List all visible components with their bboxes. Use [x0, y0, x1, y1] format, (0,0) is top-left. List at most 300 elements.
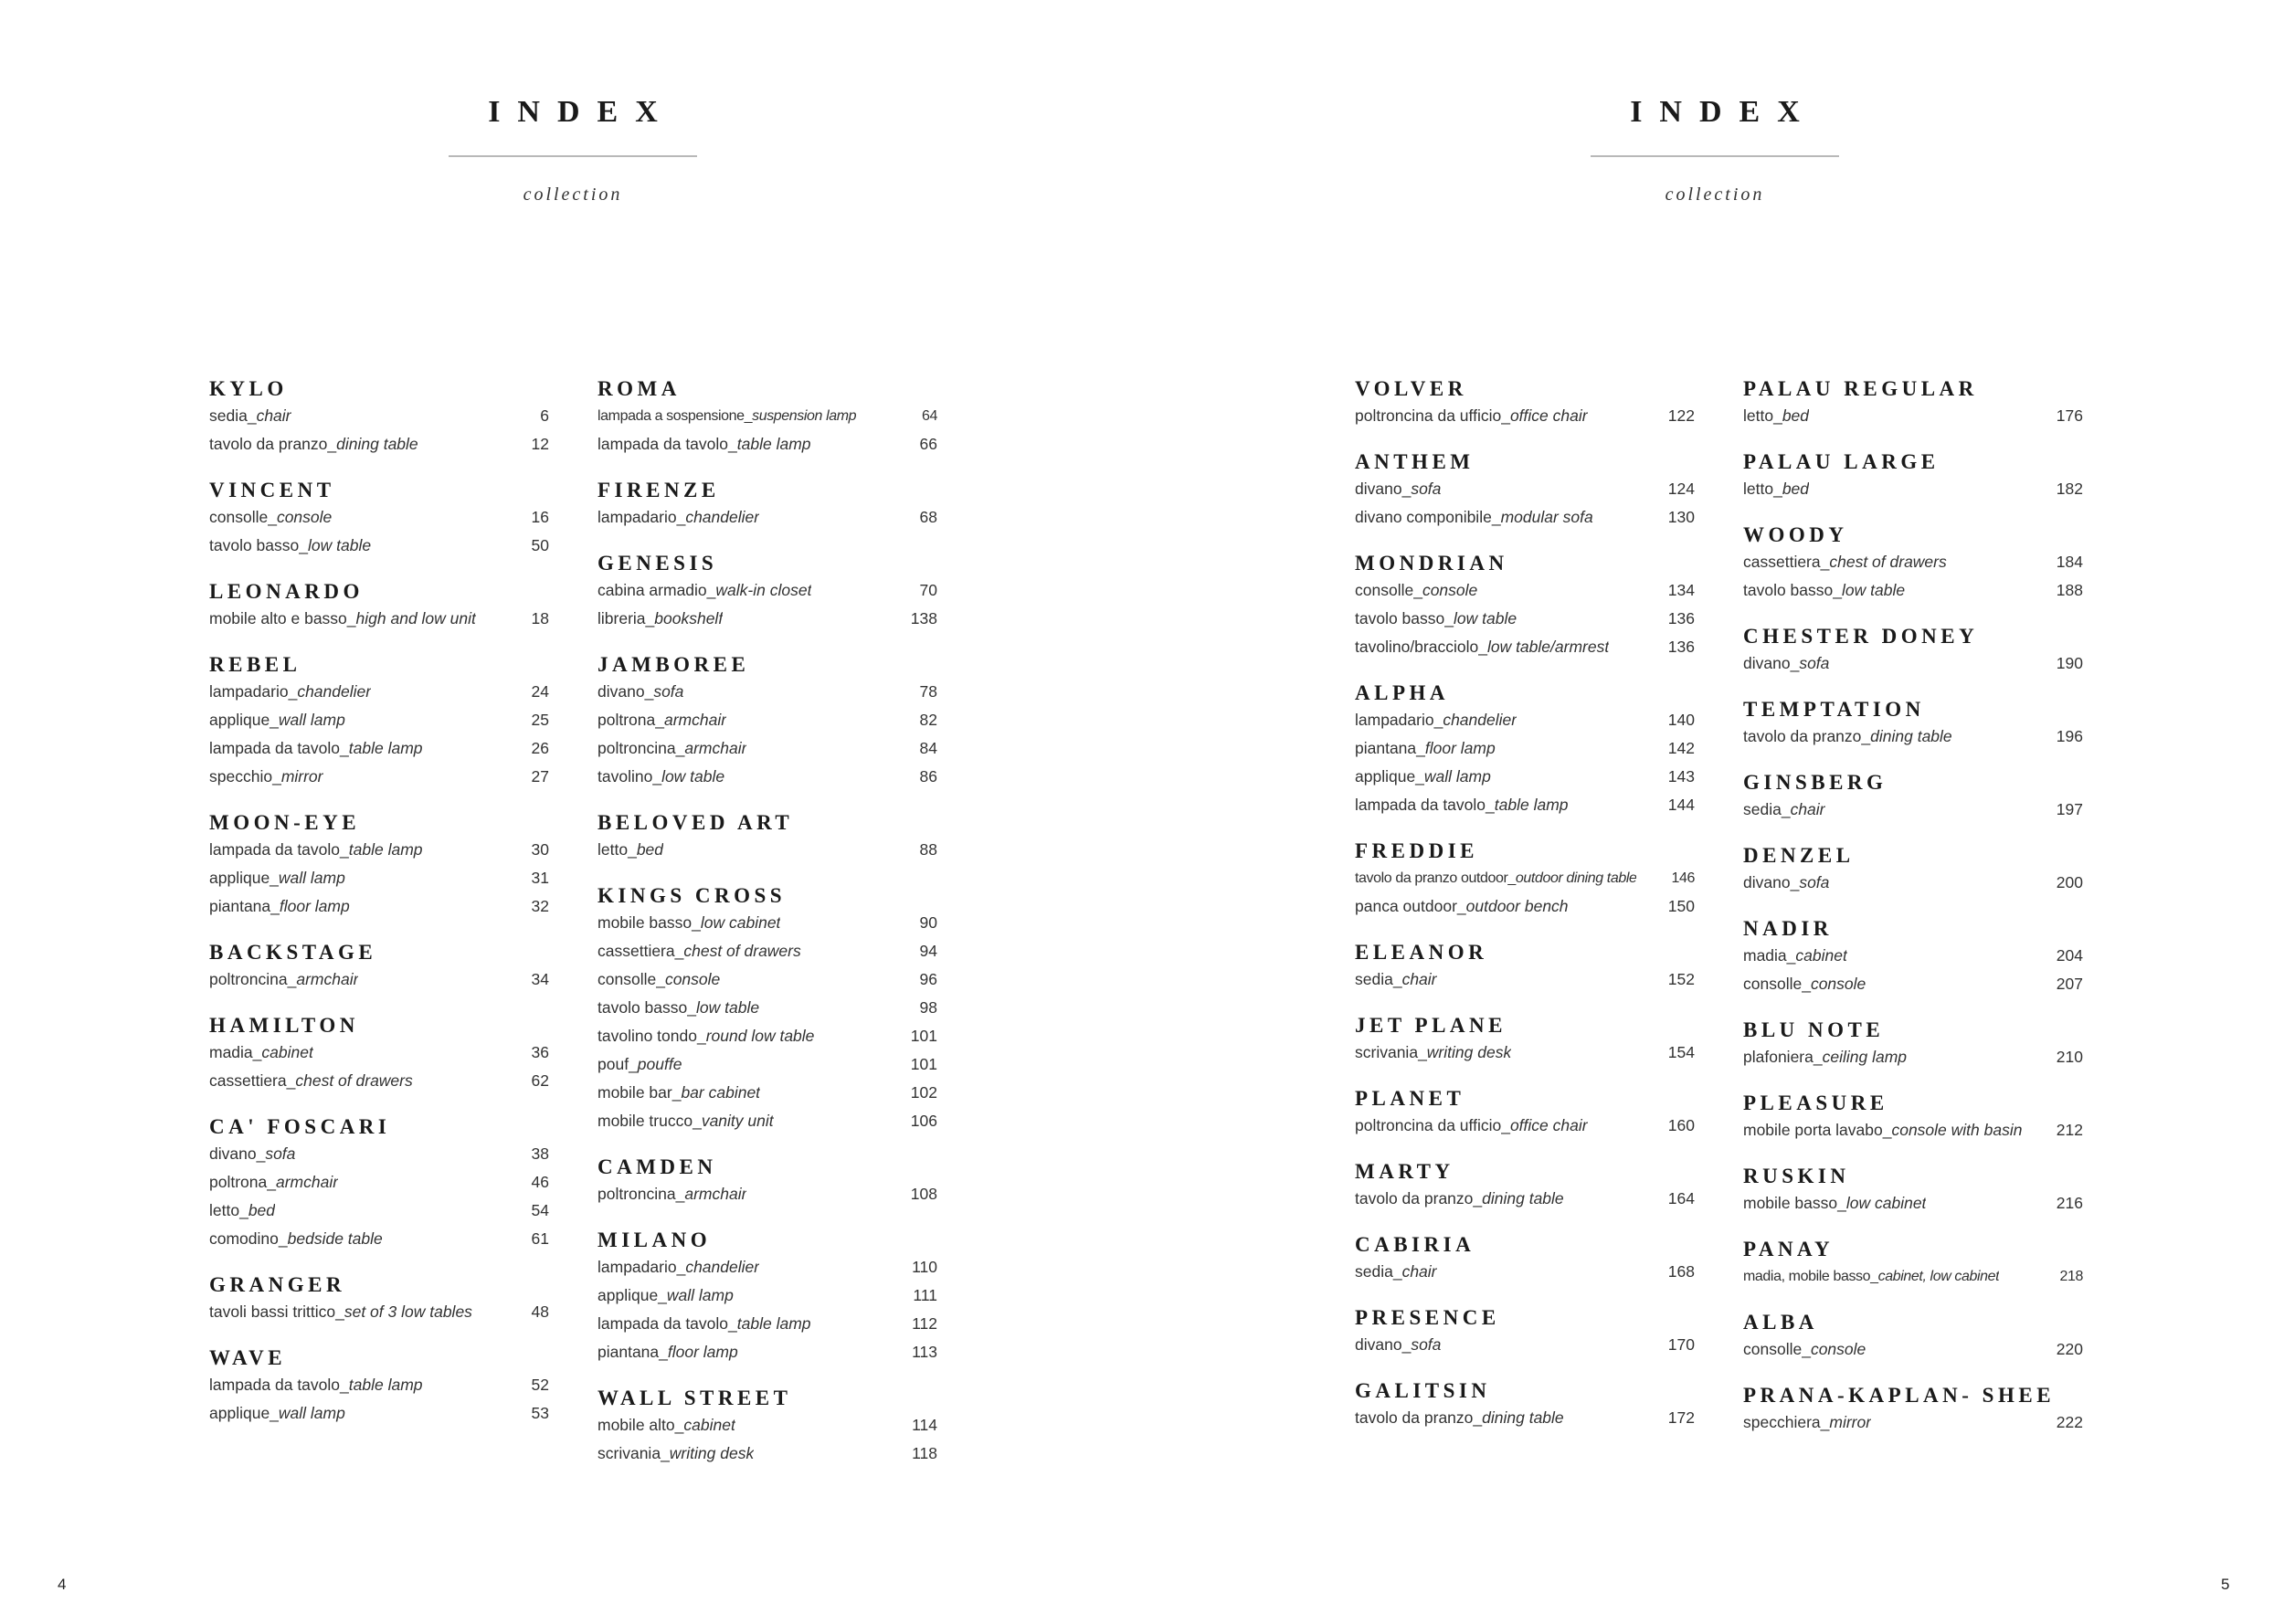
collection-group — [1743, 1091, 2083, 1144]
item-name-en: walk-in closet — [715, 581, 812, 599]
collection-name: LEONARDO — [209, 580, 364, 603]
right-page — [1142, 0, 2284, 1624]
item-separator: _ — [1433, 711, 1443, 729]
collection-group — [1355, 680, 1695, 819]
item-separator: _ — [1861, 727, 1871, 745]
index-entry — [597, 836, 937, 864]
item-page-number: 210 — [2056, 1048, 2083, 1066]
collection-name: JAMBOREE — [597, 653, 750, 676]
item-name-en: bed — [1782, 480, 1810, 498]
item-name-it: piantana — [597, 1343, 660, 1361]
item-name-en: floor lamp — [667, 1343, 738, 1361]
item-page-number: 216 — [2056, 1194, 2083, 1212]
item-description — [1355, 892, 1569, 921]
item-separator: _ — [1773, 406, 1782, 425]
index-entry — [209, 763, 549, 791]
collection-group — [597, 883, 937, 1135]
item-name-it: tavolo basso — [1743, 581, 1834, 599]
index-entry — [1743, 1043, 2083, 1071]
item-name-it: tavolo da pranzo — [209, 435, 328, 453]
item-page-number: 114 — [912, 1416, 937, 1434]
item-page-number: 164 — [1667, 1189, 1695, 1207]
item-name-it: sedia — [1743, 800, 1782, 818]
item-description — [597, 1050, 682, 1079]
item-description — [1355, 965, 1437, 994]
collection-group — [209, 652, 549, 791]
index-entry — [209, 734, 549, 763]
item-name-en: cabinet, low cabinet — [1877, 1269, 2000, 1284]
collection-name: REBEL — [209, 653, 301, 676]
item-name-it: consolle — [1355, 581, 1414, 599]
item-description — [209, 532, 371, 560]
item-page-number: 143 — [1667, 767, 1695, 786]
item-name-it: madia, mobile basso — [1743, 1269, 1871, 1284]
item-separator: _ — [661, 1444, 670, 1462]
index-entry — [597, 937, 937, 965]
item-name-it: divano componibile — [1355, 508, 1492, 526]
collection-name: MARTY — [1355, 1160, 1454, 1183]
collection-name: DENZEL — [1743, 844, 1855, 867]
item-name-it: cabina armadio — [597, 581, 707, 599]
item-page-number: 196 — [2056, 727, 2083, 745]
collection-name: PRANA-KAPLAN- SHEE — [1743, 1384, 2056, 1407]
item-description — [1355, 1331, 1441, 1359]
item-name-en: low table/armrest — [1486, 638, 1610, 656]
item-description — [597, 1411, 735, 1439]
item-name-en: wall lamp — [278, 711, 345, 729]
item-name-it: tavolo da pranzo — [1355, 1189, 1474, 1207]
item-name-it: poltrona — [209, 1173, 268, 1191]
item-page-number: 102 — [910, 1083, 937, 1102]
item-name-en: table lamp — [736, 1314, 811, 1333]
item-page-number: 218 — [2059, 1269, 2083, 1284]
item-separator: _ — [1870, 1269, 1878, 1284]
item-name-en: chandelier — [685, 508, 760, 526]
item-description — [209, 1298, 472, 1326]
item-separator: _ — [1478, 638, 1487, 656]
collection-group — [1743, 770, 2083, 824]
collection-group — [1355, 1305, 1695, 1359]
item-name-it: poltroncina — [209, 970, 288, 988]
item-name-en: low cabinet — [700, 913, 781, 932]
page-number: 5 — [2221, 1576, 2230, 1593]
item-name-it: mobile bar — [597, 1083, 672, 1102]
item-page-number: 197 — [2056, 800, 2083, 818]
index-entry — [209, 1197, 549, 1225]
item-description — [597, 994, 759, 1022]
index-entry — [597, 605, 937, 633]
item-name-en: cabinet — [683, 1416, 735, 1434]
index-entry — [209, 965, 549, 994]
item-description — [209, 1399, 345, 1428]
index-entry — [1743, 649, 2083, 678]
index-entry — [1743, 1408, 2083, 1437]
item-page-number: 176 — [2056, 406, 2083, 425]
item-description — [209, 1225, 383, 1253]
item-name-en: sofa — [1799, 873, 1830, 891]
collection-group — [1743, 449, 2083, 503]
item-name-it: poltroncina da ufficio — [1355, 1116, 1502, 1134]
item-name-it: lampada da tavolo — [597, 1314, 729, 1333]
collection-group — [597, 376, 937, 459]
collection-name: CA' FOSCARI — [209, 1115, 391, 1138]
collection-name: KYLO — [209, 377, 288, 400]
index-entry — [209, 1399, 549, 1428]
item-page-number: 182 — [2056, 480, 2083, 498]
item-description — [209, 763, 323, 791]
item-page-number: 110 — [912, 1258, 937, 1276]
item-separator: _ — [1882, 1121, 1892, 1139]
item-name-it: tavolo da pranzo — [1355, 1408, 1474, 1427]
item-page-number: 112 — [912, 1314, 937, 1333]
item-name-en: table lamp — [1494, 796, 1569, 814]
index-entry — [209, 1225, 549, 1253]
item-name-en: dining table — [1482, 1408, 1564, 1427]
index-entry — [209, 1298, 549, 1326]
collection-name: GRANGER — [209, 1273, 346, 1296]
item-separator: _ — [676, 1258, 686, 1276]
item-separator: _ — [744, 408, 753, 424]
index-entry — [1743, 722, 2083, 751]
item-separator: _ — [1837, 1194, 1846, 1212]
collection-group — [1355, 1013, 1695, 1067]
item-name-it: lampada da tavolo — [209, 1376, 341, 1394]
item-description — [597, 1079, 760, 1107]
item-description — [1743, 1189, 1926, 1218]
index-entry — [1355, 633, 1695, 661]
index-entry — [209, 402, 549, 430]
collection-group — [1743, 1237, 2083, 1291]
collection-name: VINCENT — [209, 479, 335, 501]
item-page-number: 52 — [531, 1376, 549, 1394]
collection-group — [209, 1013, 549, 1095]
item-name-it: madia — [209, 1043, 253, 1061]
item-separator: _ — [692, 913, 701, 932]
item-name-it: divano — [1355, 480, 1402, 498]
item-name-it: libreria — [597, 609, 646, 627]
index-entry — [209, 1067, 549, 1095]
item-page-number: 25 — [531, 711, 549, 729]
item-name-en: sofa — [653, 682, 684, 701]
collection-group — [1355, 1378, 1695, 1432]
item-description — [1355, 605, 1517, 633]
item-name-it: plafoniera — [1743, 1048, 1813, 1066]
item-separator: _ — [674, 942, 684, 960]
item-description — [597, 1281, 734, 1310]
item-name-en: vanity unit — [701, 1112, 774, 1130]
item-separator: _ — [628, 840, 637, 859]
item-name-it: cassettiera — [1743, 553, 1821, 571]
item-page-number: 18 — [531, 609, 549, 627]
item-description — [1355, 706, 1517, 734]
item-name-en: wall lamp — [1423, 767, 1491, 786]
collection-group — [1355, 1159, 1695, 1213]
index-title: INDEX — [488, 95, 675, 129]
item-name-it: panca outdoor — [1355, 897, 1457, 915]
index-entry — [597, 1253, 937, 1281]
item-page-number: 31 — [531, 869, 549, 887]
index-entry — [597, 1439, 937, 1468]
index-entry — [1355, 576, 1695, 605]
item-name-en: writing desk — [1426, 1043, 1512, 1061]
index-entry — [209, 532, 549, 560]
item-description — [1355, 763, 1491, 791]
item-page-number: 86 — [919, 767, 937, 786]
collection-name: TEMPTATION — [1743, 698, 1925, 721]
collection-name: CABIRIA — [1355, 1233, 1475, 1256]
item-page-number: 150 — [1667, 897, 1695, 915]
item-separator: _ — [676, 508, 686, 526]
item-separator: _ — [1418, 1043, 1427, 1061]
item-page-number: 66 — [919, 435, 937, 453]
item-separator: _ — [1444, 609, 1454, 627]
item-description — [1355, 1185, 1564, 1213]
item-separator: _ — [239, 1201, 248, 1219]
collection-group — [1355, 838, 1695, 921]
item-name-it: divano — [1743, 654, 1791, 672]
index-entry — [1743, 1335, 2083, 1364]
index-entry — [597, 1079, 937, 1107]
item-page-number: 118 — [912, 1444, 937, 1462]
collection-group — [209, 810, 549, 921]
collection-group — [1355, 1086, 1695, 1140]
item-page-number: 96 — [919, 970, 937, 988]
item-description — [1355, 576, 1477, 605]
item-name-en: office chair — [1509, 1116, 1588, 1134]
item-separator: _ — [1802, 1340, 1811, 1358]
item-name-it: poltrona — [597, 711, 656, 729]
collection-group — [597, 1386, 937, 1468]
index-entry — [1743, 576, 2083, 605]
item-description — [1743, 869, 1829, 897]
index-entry — [1355, 763, 1695, 791]
item-name-en: armchair — [275, 1173, 339, 1191]
collection-group — [1743, 376, 2083, 430]
item-description — [597, 1022, 814, 1050]
item-description — [1743, 942, 1847, 970]
item-description — [209, 965, 358, 994]
item-name-en: chair — [256, 406, 291, 425]
item-description — [209, 605, 476, 633]
item-page-number: 88 — [919, 840, 937, 859]
item-separator: _ — [675, 1185, 685, 1203]
item-name-en: office chair — [1509, 406, 1588, 425]
item-separator: _ — [693, 1112, 702, 1130]
item-description — [209, 1140, 295, 1168]
index-entry — [1743, 475, 2083, 503]
collection-name: PALAU LARGE — [1743, 450, 1940, 473]
item-description — [597, 1338, 738, 1366]
item-name-en: cabinet — [261, 1043, 313, 1061]
page-number: 4 — [58, 1576, 67, 1593]
collection-name: BACKSTAGE — [209, 941, 377, 964]
item-description — [1743, 970, 1866, 998]
item-description — [209, 734, 423, 763]
index-entry — [209, 836, 549, 864]
item-description — [1743, 576, 1905, 605]
item-name-it: divano — [209, 1144, 257, 1163]
item-separator: _ — [270, 897, 280, 915]
collection-group — [209, 1272, 549, 1326]
item-name-en: chest of drawers — [1829, 553, 1947, 571]
item-name-en: set of 3 low tables — [344, 1302, 472, 1321]
item-page-number: 53 — [531, 1404, 549, 1422]
item-name-en: dining table — [1870, 727, 1952, 745]
item-name-en: pouffe — [637, 1055, 682, 1073]
item-name-en: armchair — [684, 739, 747, 757]
item-name-it: mobile trucco — [597, 1112, 693, 1130]
item-name-it: lampadario — [597, 508, 677, 526]
item-description — [209, 1168, 338, 1197]
item-name-it: cassettiera — [209, 1071, 287, 1090]
index-entry — [1743, 796, 2083, 824]
collection-name: GENESIS — [597, 552, 718, 575]
index-entry — [597, 734, 937, 763]
item-separator: _ — [1501, 406, 1510, 425]
item-separator: _ — [1415, 767, 1424, 786]
item-page-number: 16 — [531, 508, 549, 526]
item-page-number: 61 — [531, 1229, 549, 1248]
item-description — [209, 503, 332, 532]
item-description — [597, 734, 746, 763]
item-name-en: low table — [661, 767, 725, 786]
item-separator: _ — [696, 1027, 706, 1045]
collection-group — [1743, 1164, 2083, 1218]
item-page-number: 136 — [1667, 638, 1695, 656]
collection-name: PLANET — [1355, 1087, 1465, 1110]
item-name-en: table lamp — [348, 1376, 423, 1394]
item-description — [597, 1310, 811, 1338]
item-name-it: mobile basso — [1743, 1194, 1838, 1212]
item-name-en: armchair — [296, 970, 359, 988]
item-name-it: mobile basso — [597, 913, 693, 932]
item-description — [1355, 791, 1569, 819]
item-page-number: 134 — [1667, 581, 1695, 599]
item-name-it: tavolo basso — [209, 536, 300, 554]
item-name-en: chest of drawers — [683, 942, 801, 960]
item-name-it: letto — [1743, 480, 1774, 498]
item-name-en: armchair — [684, 1185, 747, 1203]
index-entry — [1355, 965, 1695, 994]
index-entry — [597, 503, 937, 532]
collection-name: WALL STREET — [597, 1387, 792, 1409]
item-separator: _ — [652, 767, 662, 786]
item-name-en: suspension lamp — [752, 408, 857, 424]
index-entry — [597, 1180, 937, 1208]
item-name-it: letto — [209, 1201, 240, 1219]
item-name-en: high and low unit — [355, 609, 476, 627]
item-page-number: 24 — [531, 682, 549, 701]
item-description — [597, 1253, 759, 1281]
item-name-it: sedia — [1355, 970, 1393, 988]
item-name-en: chair — [1401, 1262, 1437, 1281]
item-name-en: low table — [696, 998, 760, 1017]
item-separator: _ — [655, 711, 664, 729]
item-separator: _ — [728, 1314, 737, 1333]
item-page-number: 154 — [1667, 1043, 1695, 1061]
item-name-en: bed — [1782, 406, 1810, 425]
item-separator: _ — [629, 1055, 638, 1073]
index-entry — [1355, 791, 1695, 819]
item-separator: _ — [346, 609, 356, 627]
item-description — [209, 678, 371, 706]
collection-group — [1355, 376, 1695, 430]
item-name-it: mobile alto e basso — [209, 609, 347, 627]
item-name-it: tavolo basso — [597, 998, 688, 1017]
collection-name: ALBA — [1743, 1311, 1818, 1334]
item-page-number: 70 — [919, 581, 937, 599]
collection-group — [597, 652, 937, 791]
index-title: INDEX — [1630, 95, 1817, 129]
item-name-en: dining table — [1482, 1189, 1564, 1207]
collection-name: GINSBERG — [1743, 771, 1887, 794]
collection-name: WOODY — [1743, 523, 1848, 546]
item-name-it: sedia — [1355, 1262, 1393, 1281]
index-entry — [209, 1168, 549, 1197]
item-separator: _ — [1833, 581, 1842, 599]
item-name-it: consolle — [1743, 975, 1803, 993]
index-entry — [597, 1338, 937, 1366]
index-entry — [597, 1107, 937, 1135]
index-entry — [1743, 1189, 2083, 1218]
item-name-en: wall lamp — [666, 1286, 734, 1304]
index-entry — [209, 430, 549, 459]
index-entry — [1743, 869, 2083, 897]
item-name-it: divano — [1743, 873, 1791, 891]
item-description — [1743, 796, 1825, 824]
item-name-en: outdoor dining table — [1515, 870, 1637, 886]
item-name-it: lampada da tavolo — [209, 739, 341, 757]
item-separator: _ — [1813, 1048, 1823, 1066]
index-entry — [1743, 1262, 2083, 1291]
item-name-en: console — [1810, 975, 1866, 993]
collection-name: CHESTER DONEY — [1743, 625, 1979, 648]
index-entry — [1355, 1331, 1695, 1359]
item-name-it: pouf — [597, 1055, 629, 1073]
item-name-en: chandelier — [1443, 711, 1517, 729]
index-entry — [1355, 1039, 1695, 1067]
item-page-number: 140 — [1667, 711, 1695, 729]
item-page-number: 78 — [919, 682, 937, 701]
item-separator: _ — [728, 435, 737, 453]
item-description — [1355, 503, 1593, 532]
item-description — [597, 937, 801, 965]
collection-group — [209, 376, 549, 459]
collection-name: KINGS CROSS — [597, 884, 787, 907]
index-subtitle: collection — [523, 185, 623, 205]
item-separator: _ — [1773, 480, 1782, 498]
item-name-it: comodino — [209, 1229, 279, 1248]
item-page-number: 184 — [2056, 553, 2083, 571]
index-column — [1743, 376, 2083, 1456]
index-entry — [1355, 706, 1695, 734]
collection-name: WAVE — [209, 1346, 287, 1369]
item-name-en: bar cabinet — [681, 1083, 761, 1102]
index-entry — [209, 706, 549, 734]
item-description — [597, 763, 724, 791]
item-name-it: applique — [209, 1404, 270, 1422]
index-entry — [597, 1050, 937, 1079]
item-name-en: table lamp — [736, 435, 811, 453]
item-page-number: 101 — [910, 1055, 937, 1073]
item-description — [597, 706, 726, 734]
index-entry — [209, 864, 549, 892]
item-page-number: 6 — [540, 406, 549, 425]
item-description — [597, 1439, 754, 1468]
item-name-it: applique — [1355, 767, 1416, 786]
item-separator: _ — [658, 1286, 667, 1304]
item-description — [597, 430, 811, 459]
